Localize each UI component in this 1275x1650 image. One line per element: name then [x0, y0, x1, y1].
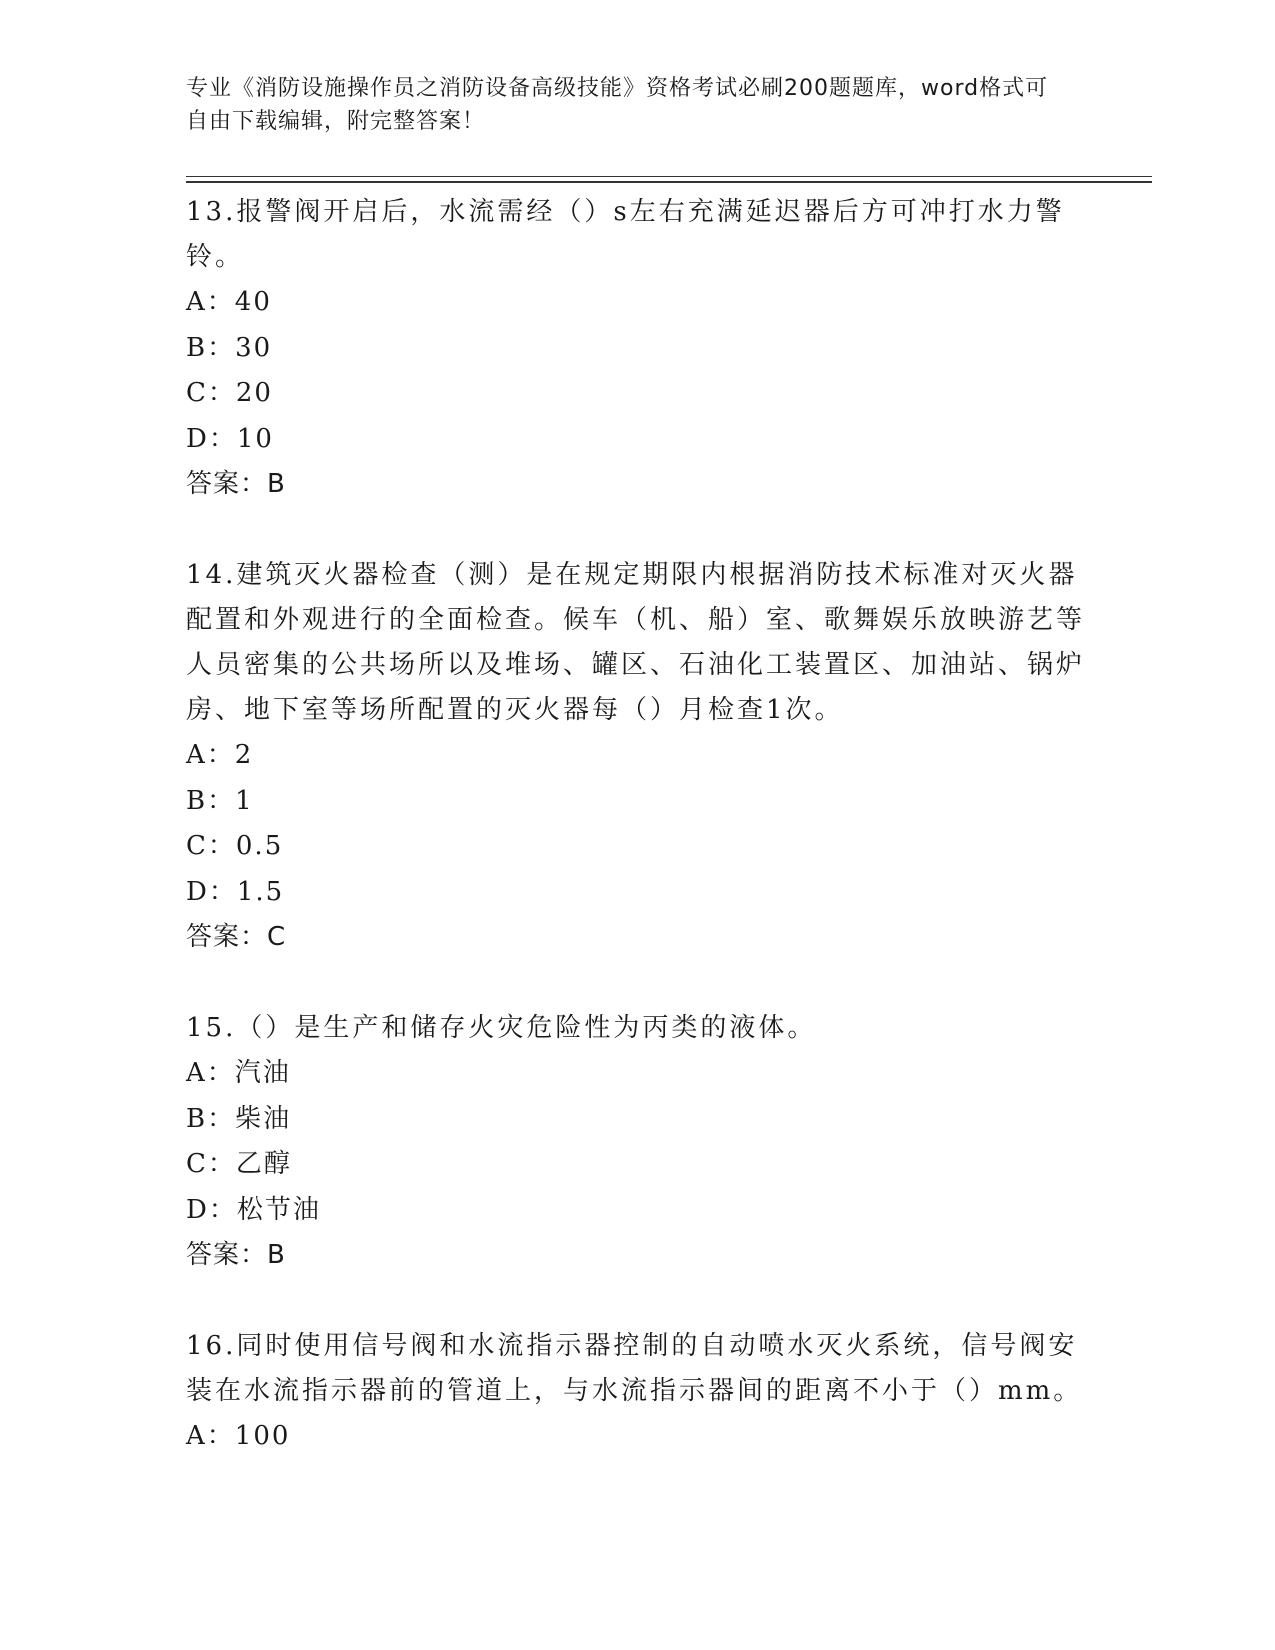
question-15 — [186, 1006, 1086, 1278]
option-a: A：2 — [186, 740, 254, 770]
option-list — [186, 280, 1086, 462]
header-divider-thick — [186, 181, 1152, 183]
document-header: 专业《消防设施操作员之消防设备高级技能》资格考试必刷200题题库，word格式可自由下载编辑，附完整答案！ — [186, 76, 1049, 134]
question-list — [186, 190, 1086, 1506]
option-b: B：30 — [186, 332, 273, 363]
question-16 — [186, 1324, 1086, 1460]
option-list — [186, 733, 1086, 915]
option-b: B：柴油 — [186, 1103, 292, 1134]
question-14 — [186, 553, 1086, 960]
answer-label: 答案：C — [186, 922, 287, 952]
option-list — [186, 1051, 1086, 1233]
option-d: D：1.5 — [186, 876, 285, 907]
answer-label: 答案：B — [186, 469, 286, 499]
option-c: C：20 — [186, 378, 273, 408]
question-text: 13.报警阀开启后，水流需经（）s左右充满延迟器后方可冲打水力警铃。 — [186, 197, 1065, 272]
option-a: A：汽油 — [186, 1058, 291, 1088]
question-text: 15.（）是生产和储存火灾危险性为丙类的液体。 — [186, 1013, 817, 1043]
option-b: B：1 — [186, 785, 254, 816]
option-c: C：0.5 — [186, 831, 284, 861]
question-13 — [186, 190, 1086, 507]
option-a: A：40 — [186, 287, 272, 317]
answer-label: 答案：B — [186, 1240, 286, 1270]
header-divider-thin — [186, 176, 1152, 177]
option-a: A：100 — [186, 1421, 291, 1451]
question-text: 14.建筑灭火器检查（测）是在规定期限内根据消防技术标准对灭火器配置和外观进行的全面检查。候车（机、船）室、歌舞娱乐放映游艺等人员密集的公共场所以及堆场、罐区、石油化工装置区、加油站、锅炉房、地下室等场所配置的灭火器每（）月检查1次。 — [186, 560, 1086, 725]
option-d: D：10 — [186, 423, 274, 454]
question-text: 16.同时使用信号阀和水流指示器控制的自动喷水灭火系统，信号阀安装在水流指示器前的管道上，与水流指示器间的距离不小于（）mm。 — [186, 1331, 1083, 1406]
option-d: D：松节油 — [186, 1194, 321, 1225]
option-list — [186, 1414, 1086, 1460]
option-c: C：乙醇 — [186, 1149, 292, 1179]
